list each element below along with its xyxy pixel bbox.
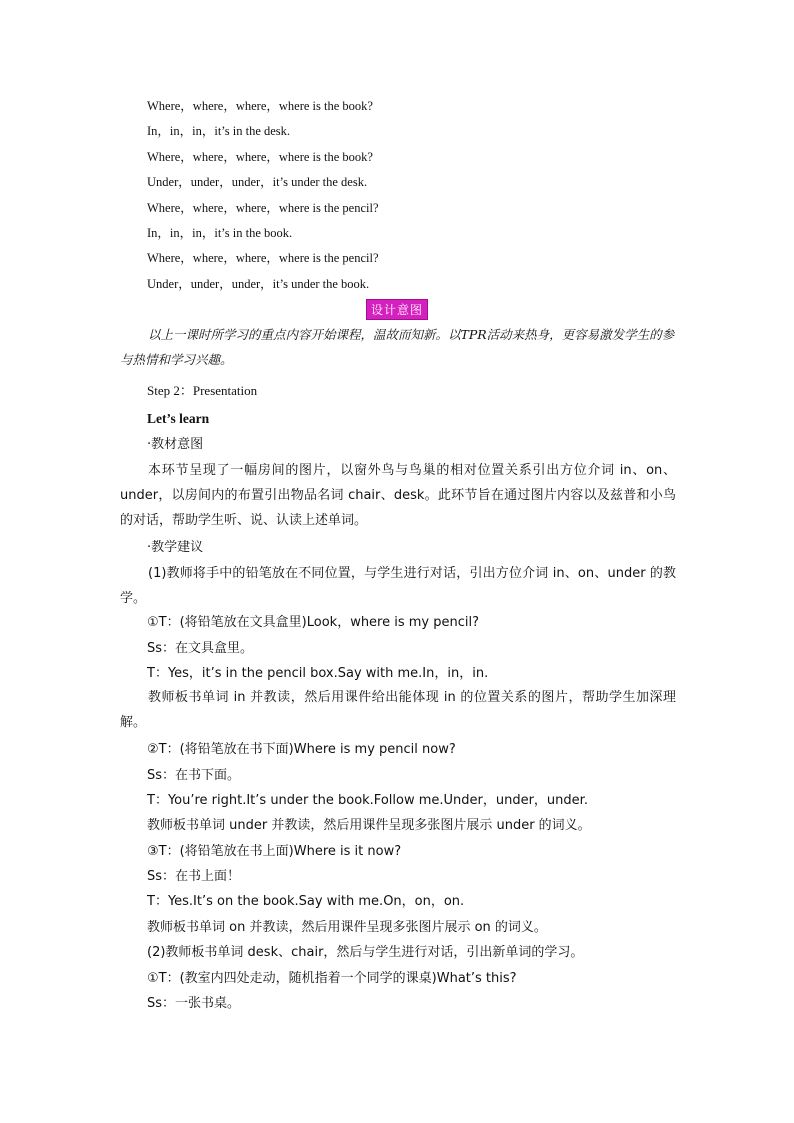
- chant-line-2: In，in，in，it’s in the desk.: [147, 124, 291, 138]
- design-intent-badge: 设计意图: [366, 299, 428, 320]
- chant-line-4: Under，under，under，it’s under the desk.: [147, 175, 368, 189]
- design-intent-badge-wrap: [0, 299, 794, 320]
- teaching-suggest-title: ·教学建议: [147, 540, 204, 555]
- dialog-1-line-2: Ss：在文具盒里。: [147, 641, 254, 656]
- chant-line-6: In，in，in，it’s in the book.: [147, 226, 293, 240]
- board-in: 教师板书单词 in 并教读，然后用课件给出能体现 in 的位置关系的图片，帮助学生加深理解。: [120, 690, 676, 730]
- dialog-1-line-1: ①T：(将铅笔放在文具盒里)Look，where is my pencil?: [147, 615, 480, 630]
- board-on: 教师板书单词 on 并教读，然后用课件呈现多张图片展示 on 的词义。: [147, 920, 547, 935]
- dialog-3-line-3: T：Yes.It’s on the book.Say with me.On，on，on.: [147, 894, 465, 909]
- textbook-intent-title: ·教材意图: [147, 437, 204, 452]
- dialog-3-line-2: Ss：在书上面！: [147, 869, 241, 884]
- dialog-2-line-3: T：You’re right.It’s under the book.Follow me.Under，under，under.: [147, 793, 588, 808]
- dialog-2-line-2: Ss：在书下面。: [147, 768, 241, 783]
- chant-line-7: Where，where，where，where is the pencil?: [147, 251, 379, 265]
- lets-learn-heading: Let’s learn: [147, 411, 210, 426]
- dialog-1-line-3: T：Yes，it’s in the pencil box.Say with me.In，in，in.: [147, 666, 489, 681]
- textbook-intent-text: 本环节呈现了一幅房间的图片，以窗外鸟与鸟巢的相对位置关系引出方位介词 in、on、under，以房间内的布置引出物品名词 chair、desk。此环节旨在通过图片内容以及兹普和小鸟的对话，帮助学生听、说、认读上述单词。: [120, 463, 676, 528]
- chant-line-1: Where，where，where，where is the book?: [147, 99, 373, 113]
- dialog-2-line-1: ②T：(将铅笔放在书下面)Where is my pencil now?: [147, 742, 456, 757]
- suggest-1: (1)教师将手中的铅笔放在不同位置，与学生进行对话，引出方位介词 in、on、under 的教学。: [120, 566, 677, 606]
- dialog-4-line-2: Ss：一张书桌。: [147, 996, 241, 1011]
- chant-line-8: Under，under，under，it’s under the book.: [147, 277, 370, 291]
- board-under: 教师板书单词 under 并教读，然后用课件呈现多张图片展示 under 的词义。: [147, 818, 591, 833]
- step-heading: Step 2：Presentation: [147, 383, 258, 398]
- dialog-4-line-1: ①T：(教室内四处走动，随机指着一个同学的课桌)What’s this?: [147, 971, 517, 986]
- chant-line-3: Where，where，where，where is the book?: [147, 150, 373, 164]
- dialog-3-line-1: ③T：(将铅笔放在书上面)Where is it now?: [147, 844, 402, 859]
- chant-line-5: Where，where，where，where is the pencil?: [147, 201, 379, 215]
- design-note: 以上一课时所学习的重点内容开始课程，温故而知新。以TPR活动来热身，更容易激发学生的参与热情和学习兴趣。: [120, 327, 675, 367]
- suggest-2: (2)教师板书单词 desk、chair，然后与学生进行对话，引出新单词的学习。: [147, 945, 584, 960]
